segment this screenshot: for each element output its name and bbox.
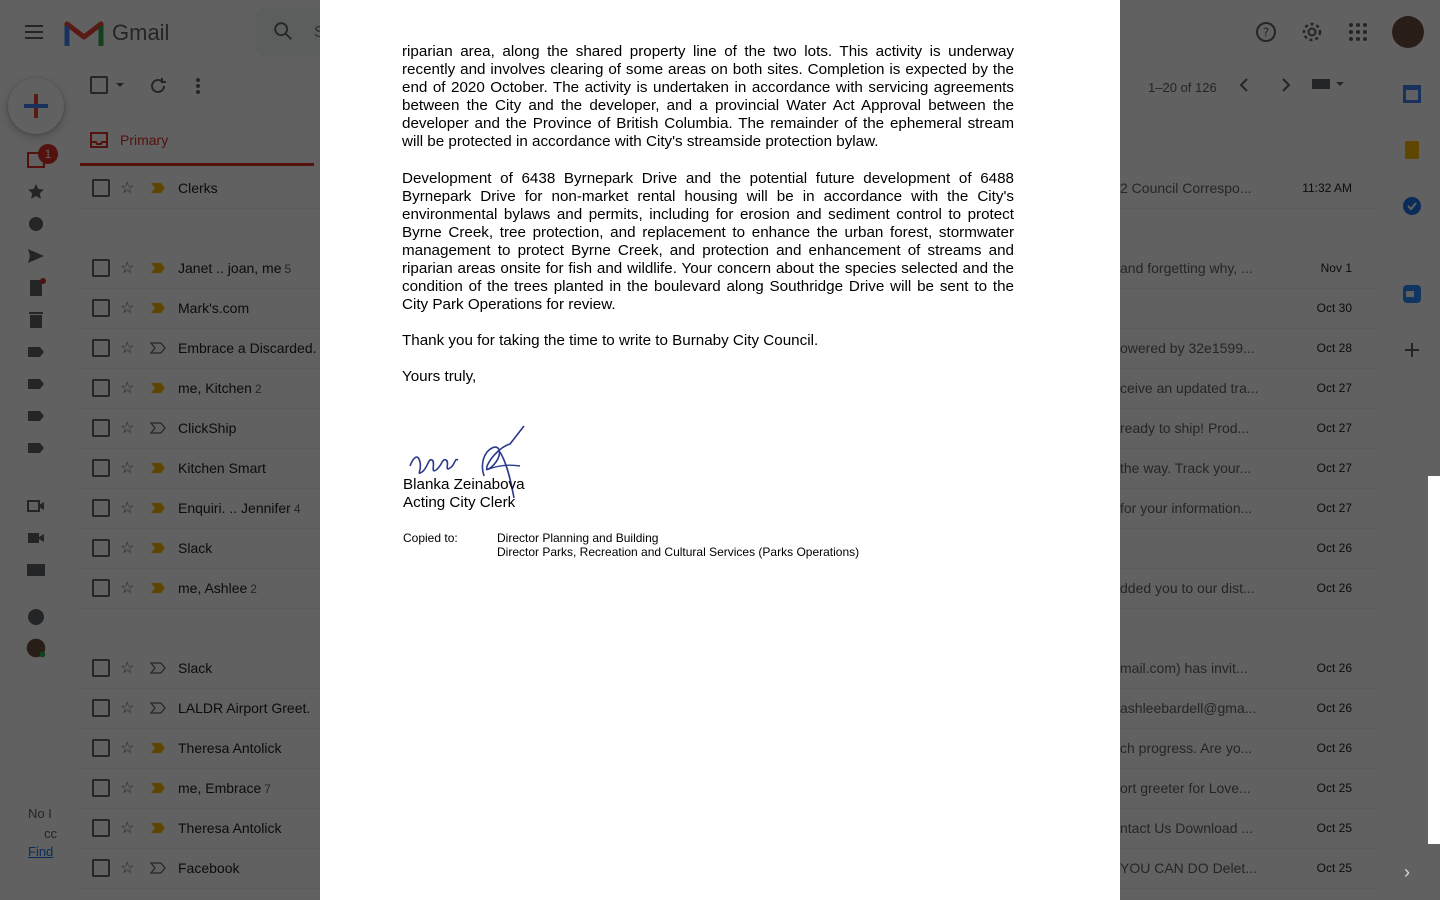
signer-block [403, 476, 525, 512]
letter-paragraph-1: riparian area, along the shared property line of the two lots. This activity is underway recently and involves clearing of some areas on both sites. Completion is expected by the end of 2020 October. The activity is undertaken in accordance with servicing agreements between the City and the developer, and a provincial Water Act Approval between the developer and the Province of British Columbia. The remainder of the ephemeral stream will be protected in accordance with City's streamside protection bylaw. [402, 43, 1014, 151]
signer-title: Acting City Clerk [403, 494, 516, 511]
chevron-right-icon[interactable]: › [1404, 862, 1410, 882]
signer-name: Blanka Zeinabova [403, 476, 525, 493]
letter-body [402, 43, 1014, 387]
copied-to-list [497, 531, 859, 559]
copied-recipient: Director Planning and Building [497, 531, 659, 545]
viewer-scrollbar[interactable] [1428, 476, 1440, 844]
copied-recipient: Director Parks, Recreation and Cultural Services (Parks Operations) [497, 545, 860, 559]
copied-to-label: Copied to: [403, 531, 458, 545]
attachment-document-page [320, 0, 1120, 900]
letter-paragraph-2: Development of 6438 Byrnepark Drive and the potential future development of 6488 Byrnepark Drive for non-market rental housing will be in accordance with the City's environmental bylaws and permits, including for erosion and sediment control to protect Byrne Creek, tree protection, and replacement to enhance the urban forest, stormwater management to protect Byrne Creek, and protection and enhancement of streams and riparian areas onsite for fish and wildlife. Your concern about the species selected and the condition of the trees planted in the boulevard along Southridge Drive will be sent to the City Park Operations for review. [402, 169, 1014, 314]
letter-closing: Yours truly, [402, 368, 477, 386]
letter-paragraph-3: Thank you for taking the time to write to Burnaby City Council. [402, 332, 819, 350]
